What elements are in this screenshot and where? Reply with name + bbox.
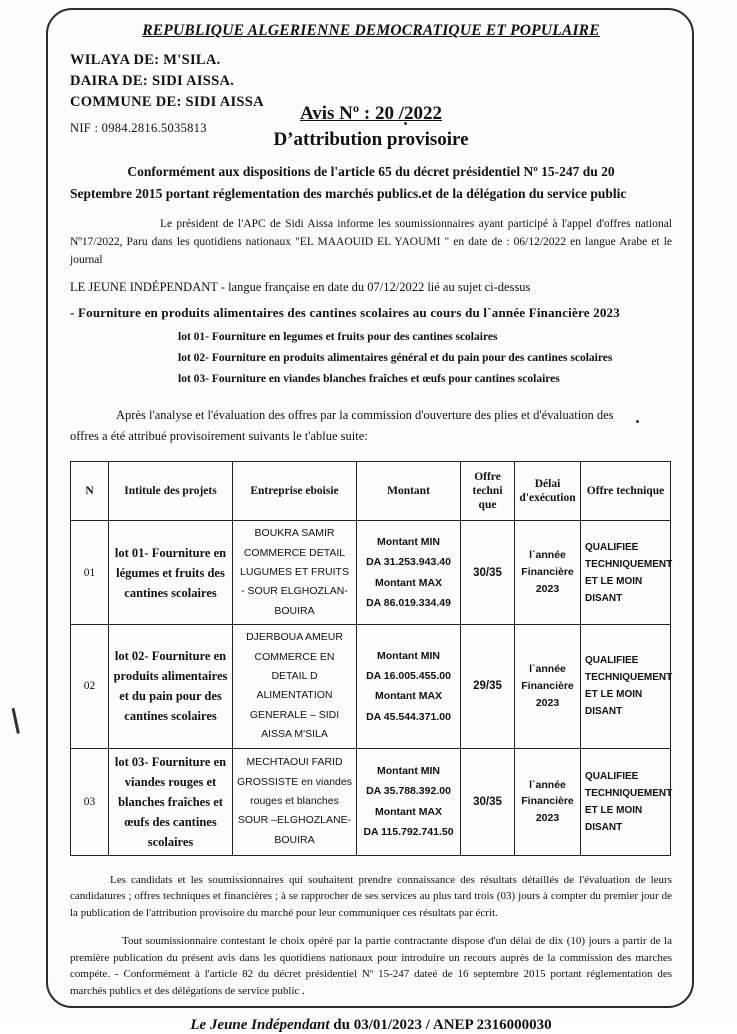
footer-paragraph-1 (70, 872, 672, 922)
montant-max-label: Montant MAX (374, 576, 443, 589)
montant-min-value: DA 16.005.455.00 (366, 670, 451, 682)
montant-min-value: DA 35.788.392.00 (366, 785, 451, 798)
footer-journal-name: Le Jeune Indépendant (190, 1017, 330, 1034)
cell-offre-technique-note: 30/35 (461, 521, 515, 625)
cell-offre-technique: QUALIFIEE TECHNIQUEMENT ET LE MOIN DISANT (581, 521, 671, 625)
table-header-row (71, 462, 671, 521)
cell-n: 01 (71, 521, 109, 625)
cell-projet: lot 03- Fourniture en viandes rouges et blanches fraîches et œufs des cantines scolaires (109, 748, 233, 855)
cell-montant (357, 625, 461, 749)
table-row (71, 748, 671, 855)
footer-signature (70, 1017, 672, 1034)
col-header-n: N (71, 462, 109, 521)
lot-item: lot 03- Fourniture en viandes blanches fraîches et œufs pour cantines scolaires (178, 373, 560, 386)
cell-montant (357, 521, 461, 625)
lots-list (70, 327, 672, 391)
jeune-independant-line: LE JEUNE INDÉPENDANT - langue française en date du 07/12/2022 lié au sujet ci-dessus (70, 279, 531, 294)
avis-subtitle: D’attribution provisoire (273, 129, 469, 151)
col-header-projets: Intitule des projets (109, 462, 233, 521)
lot-item: lot 01- Fourniture en legumes et fruits pour des cantines scolaires (178, 330, 498, 343)
nif-line: NIF : 0984.2816.5035813 (70, 121, 207, 136)
table-row (71, 521, 671, 625)
montant-max-value: DA 45.544.371.00 (366, 710, 451, 723)
montant-max-value: DA 115.792.741.50 (363, 826, 454, 839)
cell-entreprise: DJERBOUA AMEUR COMMERCE EN DETAIL D ALIMENTATION GENERALE – SIDI AISSA M'SILA (233, 625, 357, 749)
cell-entreprise: BOUKRA SAMIR COMMERCE DETAIL LUGUMES ET FRUITS - SOUR ELGHOZLAN-BOUIRA (233, 521, 357, 625)
col-header-entreprise: Entreprise eboisie (233, 462, 357, 521)
col-header-offre-technique: Offre technique (581, 462, 671, 521)
montant-max-value: DA 86.019.334.49 (366, 597, 451, 610)
cell-n: 03 (71, 748, 109, 855)
montant-max-label: Montant MAX (374, 805, 443, 818)
cell-delai: l`année Financière 2023 (515, 625, 581, 749)
avis-number: Avis Nº : 20 /2022 (299, 103, 443, 125)
montant-min-label: Montant MIN (377, 764, 440, 777)
cell-offre-technique: QUALIFIEE TECHNIQUEMENT ET LE MOIN DISANT (581, 748, 671, 855)
footer-anep-reference: du 03/01/2023 / ANEP 2316000030 (329, 1017, 552, 1034)
footer-paragraph-2-text: Tout soumissionnaire contestant le choix opéré par la partie contractante dispose d'un délai de dix (10) jours a partir de la première publication du présent avis dans les quotidiens nationaux pour introduire un recours auprès de la commission des marches compéte. - Conformément à l'article 82 du décret présidentiel Nº 15-247 dateé de 16 septembre 2015 portant réglementation des marchés publics et des délégations de service public . (70, 935, 672, 997)
commune-line: COMMUNE DE: SIDI AISSA (70, 94, 264, 111)
document-header-title: REPUBLIQUE ALGERIENNE DEMOCRATIQUE ET POPULAIRE (142, 22, 600, 39)
table-row (71, 625, 671, 749)
footer-paragraph-2 (70, 933, 672, 999)
attribution-table (70, 461, 671, 856)
scan-artifact-mark (12, 704, 38, 734)
cell-projet: lot 01- Fourniture en légumes et fruits des cantines scolaires (109, 521, 233, 625)
cell-offre-technique-note: 30/35 (461, 748, 515, 855)
conformite-line-2: Septembre 2015 portant réglementation des marchés publics.et de la délégation du service public (70, 185, 627, 201)
cell-projet: lot 02- Fourniture en produits alimentaires et du pain pour des cantines scolaires (109, 625, 233, 749)
apres-analyse-block (70, 405, 672, 448)
document-content (62, 14, 680, 1034)
apres-analyse-line-2: offres a été attribué provisoirement suivants le t'ablue suite: (70, 428, 368, 443)
col-header-montant: Montant (357, 462, 461, 521)
col-header-delai: Délai d'exécution (515, 462, 581, 521)
col-header-offre-technique-note: Offre techni que (461, 462, 515, 521)
montant-max-label: Montant MAX (374, 690, 443, 703)
cell-delai: l`année Financière 2023 (515, 748, 581, 855)
daira-line: DAIRA DE: SIDI AISSA. (70, 73, 235, 90)
conformite-line-1: Conformément aux dispositions de l'article 65 du décret présidentiel Nº 15-247 du 20 (127, 164, 615, 180)
lot-item: lot 02- Fourniture en produits alimentaires général et du pain pour des cantines scolaires (178, 352, 613, 365)
wilaya-line: WILAYA DE: M'SILA. (70, 52, 221, 68)
cell-montant (357, 748, 461, 855)
conformite-block (70, 161, 672, 204)
objet-line: - Fourniture en produits alimentaires des cantines scolaires au cours du l`année Financière 2023 (70, 304, 620, 320)
montant-min-value: DA 31.253.943.40 (366, 556, 451, 569)
cell-entreprise: MECHTAOUI FARID GROSSISTE en viandes rouges et blanches SOUR –ELGHOZLANE-BOUIRA (233, 748, 357, 855)
cell-offre-technique-note: 29/35 (461, 625, 515, 749)
cell-n: 02 (71, 625, 109, 749)
apres-analyse-line-1: Après l'analyse et l'évaluation des offres par la commission d'ouverture des plies et d'évaluation des (116, 407, 614, 422)
montant-min-label: Montant MIN (377, 649, 440, 662)
cell-offre-technique: QUALIFIEE TECHNIQUEMENT ET LE MOIN DISANT (581, 625, 671, 749)
footer-paragraph-1-text: Les candidats et les soumissionnaires qui souhaitent prendre connaissance des résultats détaillés de l'évaluation de leurs candidatures ; offres techniques et financières ; à se rapprocher de ses services au plus tard trois (03) jours à compter du premier jour de la publication de l'attribution provisoire du marché pour leur communiquer ces résultats par écrit. (70, 873, 672, 919)
intro-paragraph: Le président de l'APC de Sidi Aissa informe les soumissionnaires ayant participé à l'appel d'offres national Nº17/2022, Paru dans les quotidiens nationaux "EL MAAOUID EL YAOUMI " en date de : 06/12/2022 en langue Arabe et le journal (70, 218, 672, 266)
montant-min-label: Montant MIN (377, 535, 440, 548)
cell-delai: l`année Financière 2023 (515, 521, 581, 625)
